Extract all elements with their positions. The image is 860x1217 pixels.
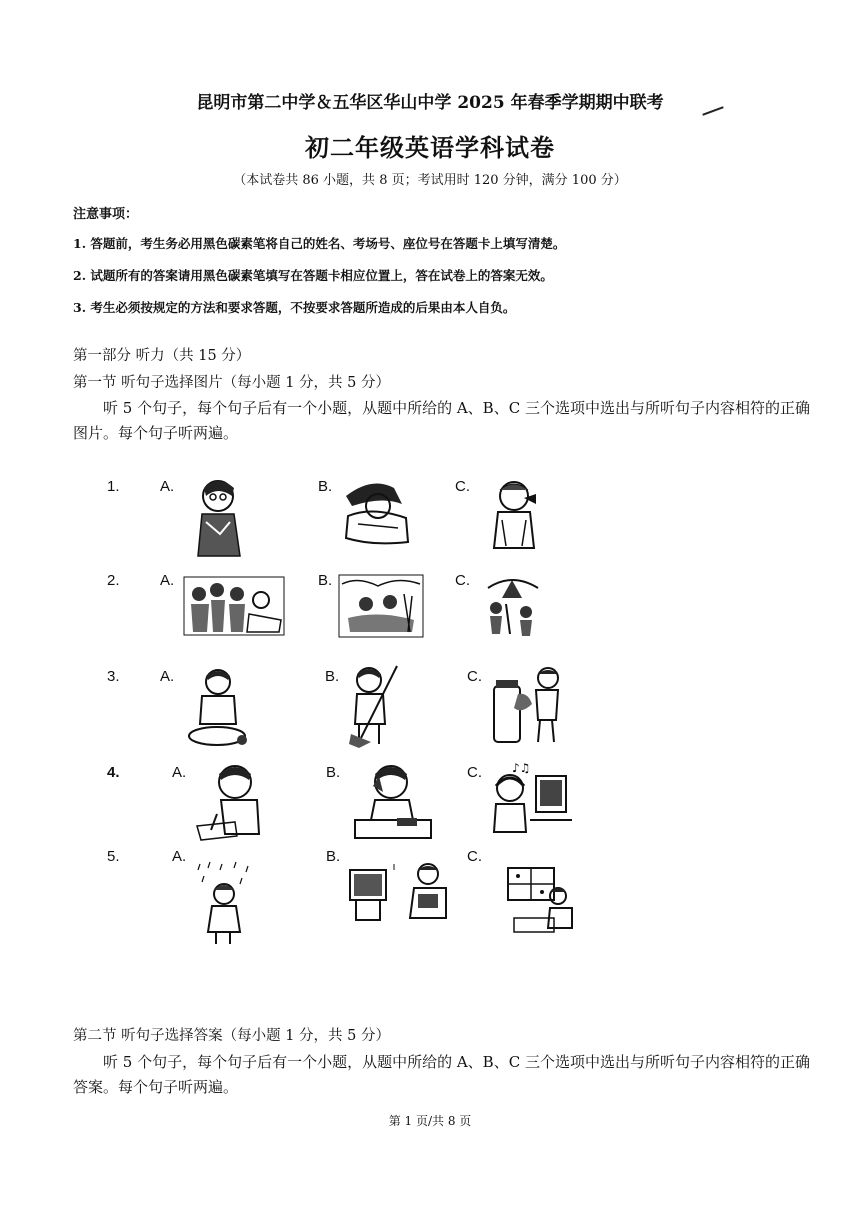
boy-drawing-by-window-picture: [506, 866, 576, 938]
page-number: 第 1 页/共 8 页: [388, 1114, 472, 1128]
people-at-party-picture: [183, 576, 285, 636]
person-cold-shivering-picture: [190, 478, 250, 558]
people-in-park-picture: [482, 574, 544, 638]
question-number: 4.: [107, 764, 120, 781]
exam-title: 昆明市第二中学＆五华区华山中学 2025 年春季学期期中联考: [196, 93, 664, 113]
boy-writing-picture: [195, 760, 261, 842]
option-label: C.: [467, 764, 482, 781]
boy-sweeping-floor-picture: [345, 664, 405, 748]
notice-rule: 1. 答题前，考生务必用黑色碳素笔将自己的姓名、考场号、座位号在答题卡上填写清楚。: [73, 236, 566, 251]
option-label: A.: [160, 478, 175, 495]
person-coughing-picture: [488, 476, 543, 551]
question-number: 1.: [107, 478, 120, 495]
question-number: 2.: [107, 572, 120, 589]
question-number: 5.: [107, 848, 120, 865]
option-label: A.: [172, 848, 187, 865]
option-label: B.: [325, 668, 340, 685]
option-label: A.: [160, 668, 175, 685]
boy-washing-clothes-picture: [186, 666, 248, 748]
option-label: C.: [455, 572, 470, 589]
notice-heading: 注意事项：: [73, 207, 139, 222]
girl-in-rain-picture: [196, 860, 256, 946]
boy-watching-tv-picture: [348, 860, 450, 926]
person-sick-in-bed-picture: [342, 476, 412, 546]
paper-title: 初二年级英语学科试卷: [305, 133, 555, 162]
people-at-picnic-picture: [338, 574, 424, 638]
section2-instruction: 听 5 个句子，每个句子后有一个小题，从题中所给的 A、B、C 三个选项中选出与所听句子内容相符的正确答案。每个句子听两遍。: [73, 1053, 810, 1096]
man-on-phone-at-desk-picture: [353, 762, 433, 842]
notice-rule: 2. 试题所有的答案请用黑色碳素笔填写在答题卡相应位置上，答在试卷上的答案无效。: [73, 268, 553, 283]
boy-listening-music-at-computer-picture: [490, 762, 574, 838]
music-note-icon: ♪♫: [512, 761, 531, 775]
paper-subtitle: （本试卷共 86 小题，共 8 页；考试用时 120 分钟，满分 100 分）: [233, 173, 627, 188]
option-label: A.: [172, 764, 187, 781]
option-label: B.: [326, 764, 341, 781]
notice-rule: 3. 考生必须按规定的方法和要求答题，不按要求答题所造成的后果由本人自负。: [73, 300, 516, 315]
question-number: 3.: [107, 668, 120, 685]
part1-title: 第一部分 听力（共 15 分）: [73, 348, 251, 364]
option-label: C.: [467, 668, 482, 685]
section2-title: 第二节 听句子选择答案（每小题 1 分，共 5 分）: [73, 1028, 390, 1044]
option-label: B.: [318, 478, 333, 495]
option-label: B.: [318, 572, 333, 589]
section1-instruction: 听 5 个句子，每个句子后有一个小题，从题中所给的 A、B、C 三个选项中选出与所听句子内容相符的正确图片。每个句子听两遍。: [73, 399, 810, 442]
section1-title: 第一节 听句子选择图片（每小题 1 分，共 5 分）: [73, 375, 390, 391]
option-label: C.: [467, 848, 482, 865]
boy-taking-out-trash-picture: [492, 664, 562, 746]
option-label: B.: [326, 848, 341, 865]
option-label: A.: [160, 572, 175, 589]
option-label: C.: [455, 478, 470, 495]
